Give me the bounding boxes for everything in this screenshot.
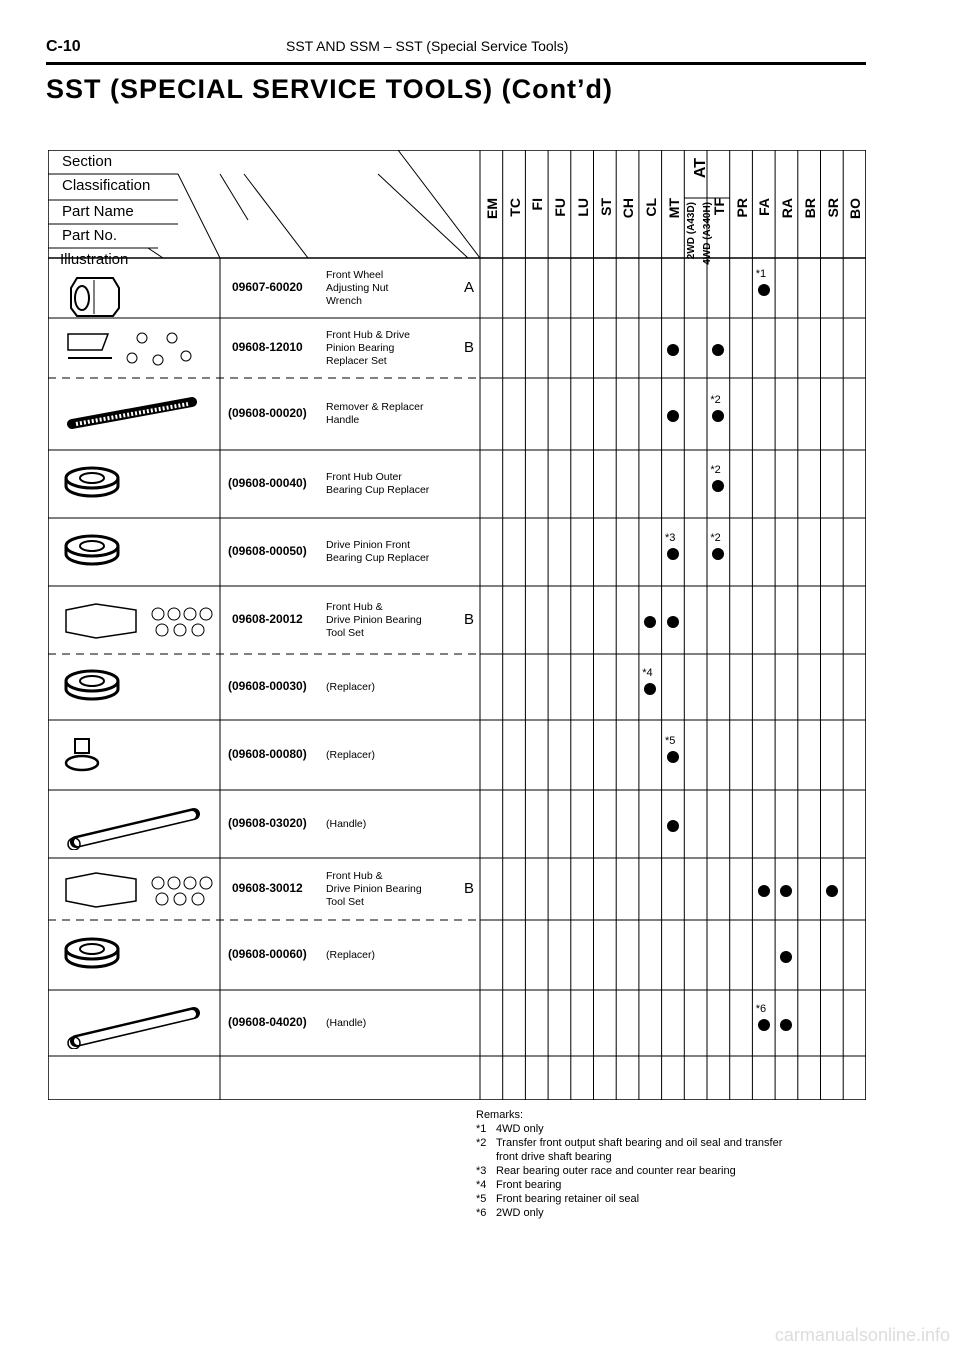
remark-text: Front bearing: [496, 1179, 562, 1191]
column-fu: FU: [552, 198, 569, 217]
cup-replacer-icon: [62, 532, 122, 573]
part-number: 09607-60020: [232, 280, 303, 294]
application-dot: [667, 548, 679, 560]
remark-item: [476, 1164, 782, 1178]
application-dot: [758, 885, 770, 897]
column-ra: RA: [779, 198, 796, 219]
classification: B: [464, 611, 475, 628]
part-name-line: Drive Pinion Bearing: [326, 882, 422, 895]
part-number: (09608-00030): [228, 679, 307, 693]
remark-text-cont: front drive shaft bearing: [496, 1151, 612, 1163]
part-name-line: (Replacer): [326, 680, 376, 693]
part-name-line: Front Wheel: [326, 268, 384, 281]
column-em: EM: [484, 198, 500, 219]
column-st: ST: [597, 198, 614, 216]
cup-replacer-icon: [62, 935, 122, 976]
part-number: 09608-30012: [232, 881, 303, 895]
part-name: [326, 329, 410, 368]
handle-rod-icon: [62, 1003, 212, 1054]
part-name: [326, 269, 388, 308]
part-number: 09608-20012: [232, 612, 303, 626]
part-name-line: Bearing Cup Replacer: [326, 484, 430, 496]
header-illustration: Illustration: [60, 251, 129, 268]
column-br: BR: [801, 198, 818, 219]
application-dot: [758, 1019, 770, 1031]
tool-case-icon: [62, 600, 222, 645]
column-cl: CL: [642, 198, 659, 217]
column-at-sub-1: 4WD (A340H): [701, 202, 713, 265]
part-name: [326, 681, 375, 694]
part-name-line: Bearing Cup Replacer: [326, 552, 430, 564]
header-part-name: Part Name: [62, 203, 134, 220]
watermark: carmanualsonline.info: [774, 1325, 950, 1345]
classification: B: [464, 339, 475, 356]
part-name-line: Adjusting Nut: [326, 281, 389, 294]
classification: B: [464, 880, 475, 897]
remarks: [476, 1108, 782, 1220]
part-name-line: Remover & Replacer: [326, 401, 424, 413]
header-part-no-: Part No.: [62, 227, 118, 244]
remark-item: [476, 1122, 782, 1136]
remark-item: [476, 1136, 782, 1150]
remark-ref: *6: [755, 1003, 767, 1015]
column-at-sub-0: 2WD (A43D): [686, 202, 698, 260]
part-name: [326, 401, 423, 427]
wrench-nut-icon: [62, 268, 132, 323]
part-name-line: Drive Pinion Front: [326, 539, 411, 551]
part-name-line: Replacer Set: [326, 354, 387, 367]
column-ch: CH: [620, 198, 637, 219]
remark-text: 2WD only: [496, 1207, 544, 1219]
part-name-line: Pinion Bearing: [326, 341, 395, 354]
part-name-line: Front Hub Outer: [326, 471, 402, 483]
application-dot: [667, 820, 679, 832]
part-name: [326, 949, 375, 962]
part-name-line: (Handle): [326, 1016, 367, 1029]
part-number: (09608-00060): [228, 947, 307, 961]
remark-text: Front bearing retainer oil seal: [496, 1193, 640, 1205]
remarks-heading: Remarks:: [476, 1109, 524, 1121]
application-dot: [667, 616, 679, 628]
remark-text: Rear bearing outer race and counter rear bearing: [496, 1165, 736, 1177]
part-name-line: Front Hub &: [326, 600, 383, 613]
part-name: [326, 818, 366, 831]
part-number: (09608-00040): [228, 476, 307, 490]
part-name-line: (Handle): [326, 817, 367, 830]
part-name: [326, 749, 375, 762]
small-replacer-icon: [62, 735, 102, 780]
remark-ref: *3: [664, 532, 676, 544]
column-at: AT: [692, 158, 710, 179]
page-number: C-10: [46, 38, 81, 55]
remark-item: [476, 1192, 782, 1206]
remark-item: [476, 1206, 782, 1220]
cup-replacer-icon: [62, 464, 122, 505]
column-tf: TF: [711, 198, 727, 216]
remark-text: 4WD only: [496, 1123, 544, 1135]
remark-ref: *1: [755, 268, 767, 280]
sst-table: [48, 150, 866, 1100]
replacer-set-icon: [62, 328, 202, 373]
part-number: (09608-00020): [228, 406, 307, 420]
header-section: Section: [62, 153, 113, 170]
handle-bar-icon: [62, 394, 212, 439]
page-title: SST (SPECIAL SERVICE TOOLS) (Cont’d): [46, 74, 614, 104]
column-mt: MT: [665, 198, 682, 219]
part-number: (09608-04020): [228, 1015, 307, 1029]
part-name: [326, 1017, 366, 1030]
part-name-line: Drive Pinion Bearing: [326, 613, 422, 626]
part-name: [326, 539, 429, 565]
part-name-line: Wrench: [326, 294, 362, 307]
part-number: (09608-00050): [228, 544, 307, 558]
remark-ref: *5: [664, 735, 676, 747]
part-number: (09608-03020): [228, 816, 307, 830]
part-name-line: Handle: [326, 414, 360, 426]
cup-replacer-icon: [62, 667, 122, 708]
remark-mark: *1: [476, 1123, 487, 1135]
column-tc: TC: [506, 198, 523, 217]
remark-text: Transfer front output shaft bearing and oil seal and transfer: [496, 1137, 783, 1149]
part-name-line: Front Hub & Drive: [326, 328, 411, 341]
remark-item: [476, 1178, 782, 1192]
column-bo: BO: [847, 198, 864, 219]
tool-case-icon: [62, 869, 222, 914]
remark-mark: *6: [476, 1207, 487, 1219]
classification: A: [464, 279, 475, 296]
remark-ref: *2: [710, 464, 721, 476]
column-fi: FI: [529, 198, 546, 211]
application-dot: [667, 344, 679, 356]
application-dot: [667, 410, 679, 422]
column-fa: FA: [756, 198, 773, 216]
part-number: 09608-12010: [232, 340, 303, 354]
column-pr: PR: [733, 198, 750, 218]
part-number: (09608-00080): [228, 747, 307, 761]
part-name-line: (Replacer): [326, 948, 376, 961]
page-header: [46, 34, 866, 65]
part-name-line: Tool Set: [326, 626, 364, 639]
remark-ref: *2: [710, 394, 721, 406]
remark-mark: *2: [476, 1137, 487, 1149]
remark-mark: *3: [476, 1165, 487, 1177]
column-lu: LU: [574, 198, 591, 217]
application-dot: [667, 751, 679, 763]
application-dot: [758, 284, 770, 296]
part-name-line: Tool Set: [326, 895, 364, 908]
part-name: [326, 601, 422, 640]
remark-mark: *5: [476, 1193, 487, 1205]
handle-rod-icon: [62, 804, 212, 855]
part-name-line: Front Hub &: [326, 869, 383, 882]
part-name: [326, 870, 422, 909]
remark-ref: *4: [642, 667, 653, 679]
application-dot: [826, 885, 838, 897]
part-name-line: (Replacer): [326, 748, 376, 761]
running-title: SST AND SSM – SST (Special Service Tools): [286, 38, 569, 54]
header-classification: Classification: [62, 177, 151, 194]
part-name: [326, 471, 429, 497]
remark-ref: *2: [710, 532, 721, 544]
remark-mark: *4: [476, 1179, 487, 1191]
column-sr: SR: [824, 198, 841, 218]
